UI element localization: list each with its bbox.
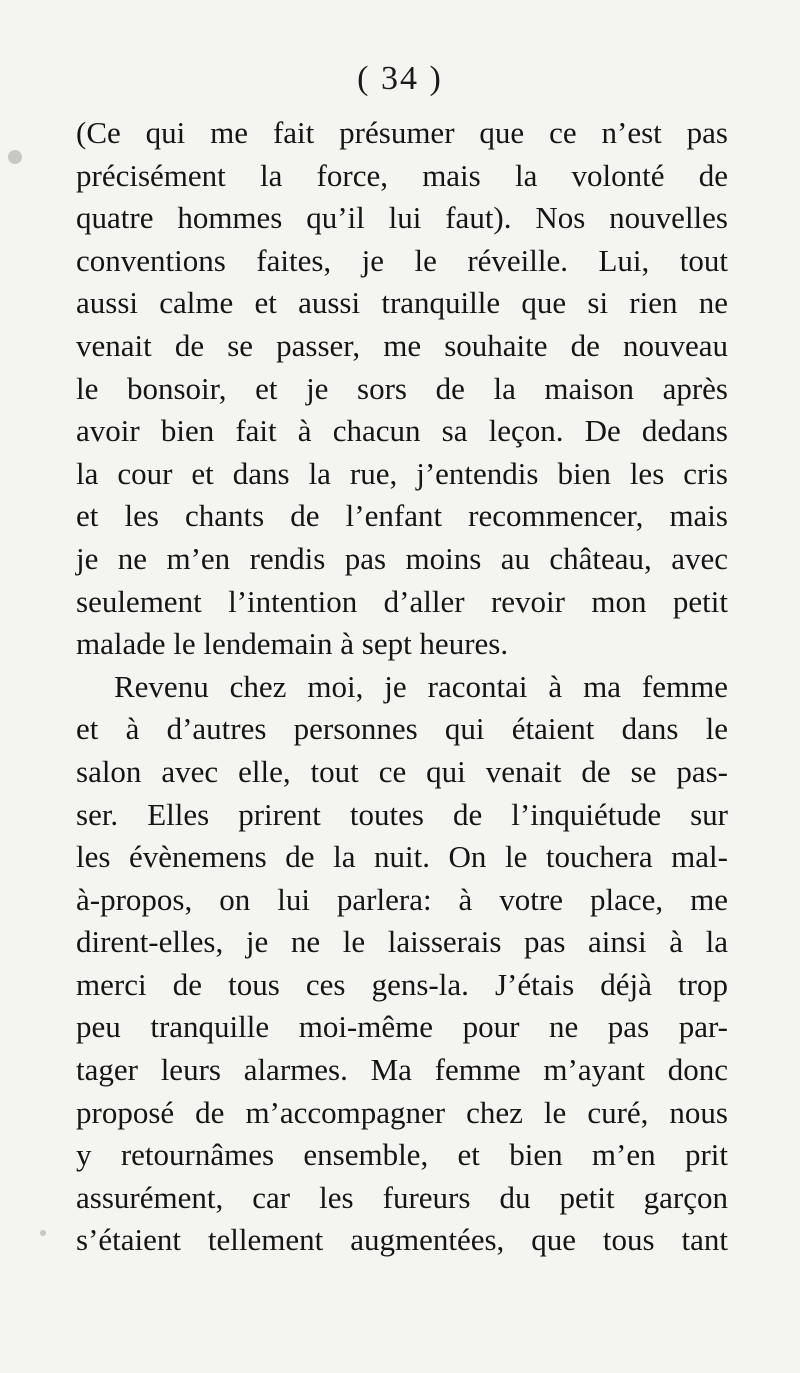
text-line: s’étaient tellement augmentées, que tous tant: [76, 1222, 728, 1258]
text-line: (Ce qui me fait présumer que ce n’est pas: [76, 115, 728, 150]
text-line: et les chants de l’enfant recommencer, mais: [76, 498, 728, 534]
paper-speck: [40, 1230, 46, 1236]
paper-speck: [8, 150, 22, 164]
text-line: proposé de m’accompagner chez le curé, nous: [76, 1094, 728, 1130]
text-line: seulement l’intention d’aller revoir mon petit: [76, 583, 728, 619]
text-line: dirent-elles, je ne le laisserais pas ainsi à la: [76, 924, 728, 960]
text-line: peu tranquille moi-même pour ne pas par-: [76, 1009, 728, 1045]
text-line: avoir bien fait à chacun sa leçon. De dedans: [76, 413, 728, 449]
text-line: aussi calme et aussi tranquille que si rien ne: [76, 285, 728, 321]
text-line: salon avec elle, tout ce qui venait de se pas-: [76, 753, 728, 789]
text-line: quatre hommes qu’il lui faut). Nos nouvelles: [76, 200, 728, 236]
text-line: venait de se passer, me souhaite de nouveau: [76, 327, 728, 363]
text-line: Revenu chez moi, je racontai à ma femme: [114, 668, 728, 704]
text-line: les évènemens de la nuit. On le touchera mal-: [76, 839, 728, 875]
text-line: je ne m’en rendis pas moins au château, avec: [76, 540, 728, 576]
text-line: à-propos, on lui parlera: à votre place, me: [76, 881, 728, 917]
text-line: assurément, car les fureurs du petit garçon: [76, 1179, 728, 1215]
text-line: et à d’autres personnes qui étaient dans le: [76, 711, 728, 747]
body-text: [76, 112, 728, 1262]
text-line: merci de tous ces gens-la. J’étais déjà trop: [76, 966, 728, 1002]
text-line: malade le lendemain à sept heures.: [76, 626, 509, 662]
text-line: ser. Elles prirent toutes de l’inquiétude sur: [76, 796, 728, 832]
text-line: conventions faites, je le réveille. Lui, tout: [76, 242, 728, 278]
text-line: la cour et dans la rue, j’entendis bien les cris: [76, 455, 728, 491]
text-line: tager leurs alarmes. Ma femme m’ayant donc: [76, 1052, 728, 1088]
text-line: le bonsoir, et je sors de la maison après: [76, 370, 728, 406]
page-number: ( 34 ): [357, 60, 443, 97]
text-line: précisément la force, mais la volonté de: [76, 157, 728, 193]
text-line: y retournâmes ensemble, et bien m’en prit: [76, 1137, 728, 1173]
